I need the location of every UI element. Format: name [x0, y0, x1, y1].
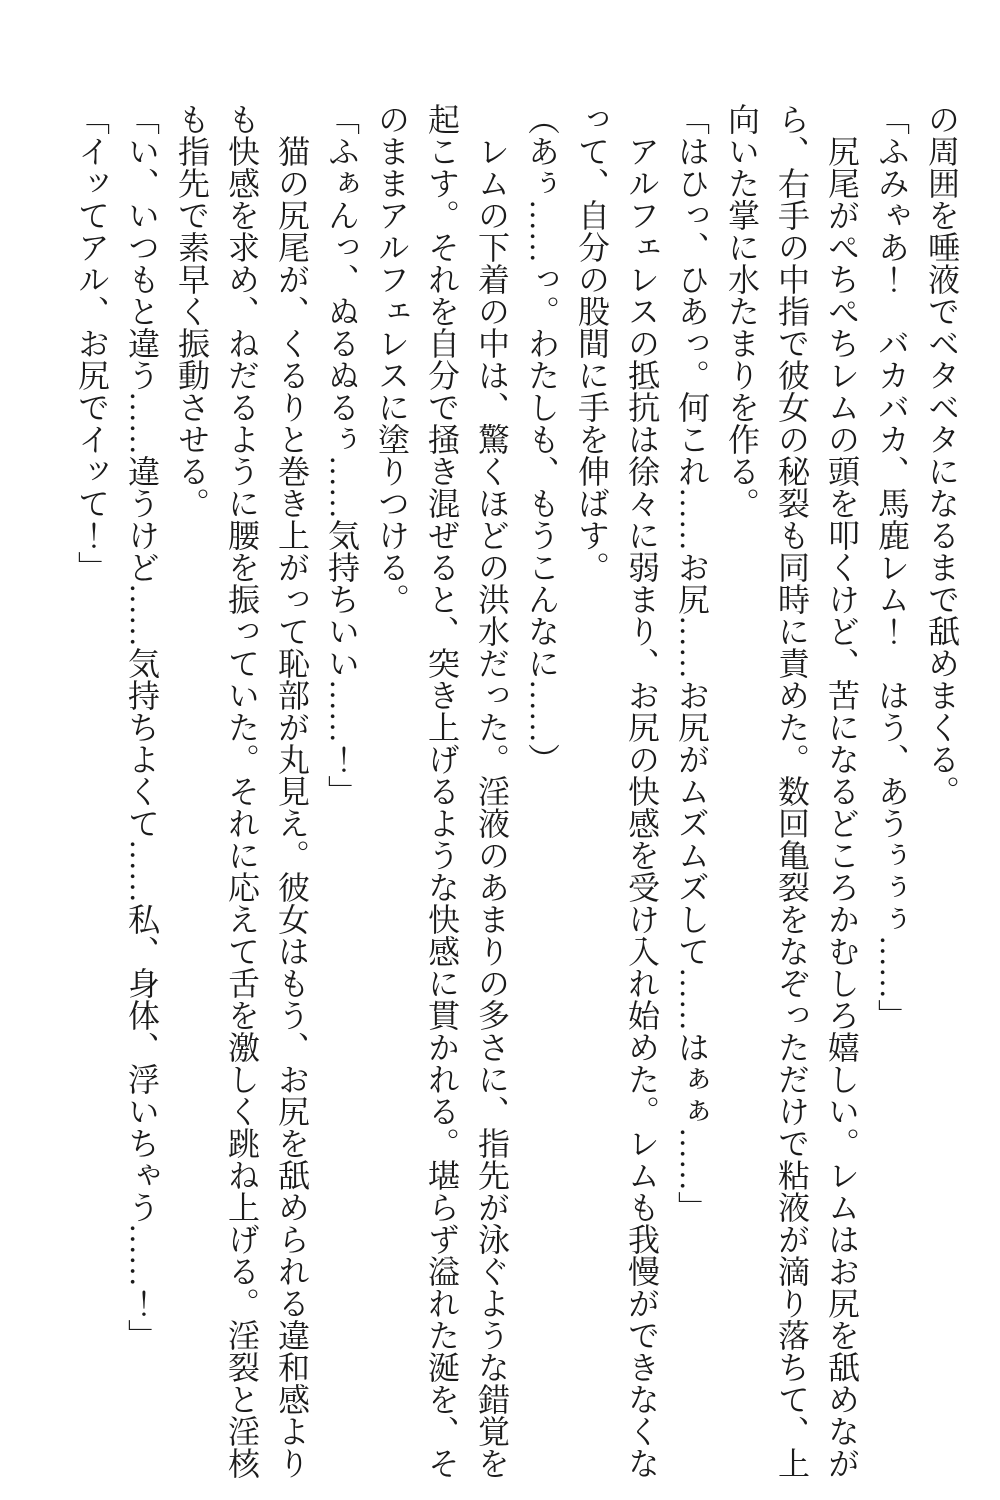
- dialogue-line: 「イッてアル、お尻でイッて！」: [74, 103, 110, 583]
- narration-paragraph: 猫の尻尾が、くるりと巻き上がって恥部が丸見え。彼女はもう、お尻を舐められる違和感よりも快感を求め、ねだるように腰を振っていた。それに応えて舌を激しく跳ね上げる。淫裂と淫核も指先で素早く振動させる。: [174, 103, 310, 1479]
- narration-paragraph: 尻尾がぺちぺちレムの頭を叩くけど、苦になるどころかむしろ嬉しい。レムはお尻を舐めながら、右手の中指で彼女の秘裂も同時に責めた。数回亀裂をなぞっただけで粘液が滴り落ちて、上向いた掌に水たまりを作る。: [724, 103, 860, 1479]
- thought-line: （あぅ……っ。わたしも、もうこんなに……）: [524, 103, 560, 775]
- narration-paragraph: の周囲を唾液でベタベタになるまで舐めまくる。: [924, 103, 960, 807]
- novel-page: [67, 103, 967, 1481]
- dialogue-line: 「ふぁんっ、ぬるぬるぅ……気持ちいい……！」: [324, 103, 360, 807]
- narration-paragraph: レムの下着の中は、驚くほどの洪水だった。淫液のあまりの多さに、指先が泳ぐような錯覚を起こす。それを自分で掻き混ぜると、突き上げるような快感に貫かれる。堪らず溢れた涎を、そのままアルフェレスに塗りつける。: [374, 103, 510, 1479]
- narration-paragraph: アルフェレスの抵抗は徐々に弱まり、お尻の快感を受け入れ始めた。レムも我慢ができなくなって、自分の股間に手を伸ばす。: [574, 103, 660, 1479]
- dialogue-line: 「はひっ、ひあっ。何これ……お尻……お尻がムズムズして……はぁぁ……」: [674, 103, 710, 1223]
- dialogue-line: 「い、いつもと違う……違うけど……気持ちよくて……私、身体、浮いちゃう……！」: [124, 103, 160, 1351]
- dialogue-line: 「ふみゃあ！ バカバカ、馬鹿レム！ はう、あうぅぅぅ……」: [874, 103, 910, 1031]
